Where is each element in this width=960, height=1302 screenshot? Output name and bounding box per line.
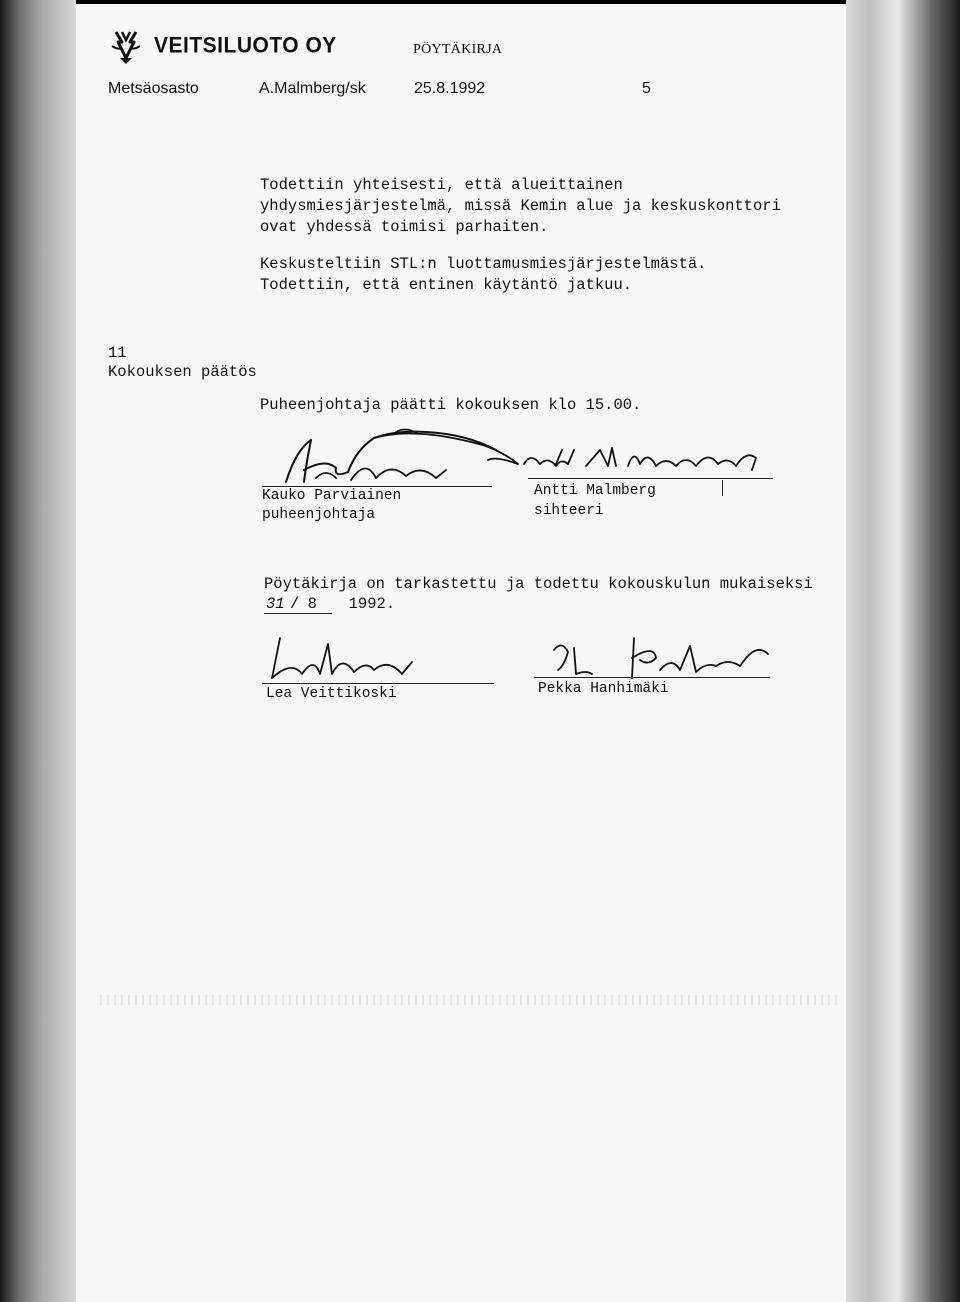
department: Metsäosasto [108, 80, 199, 97]
signature-scribbles-2 [262, 630, 802, 690]
verifier-line-1 [262, 683, 494, 684]
scan-left-edge [0, 0, 76, 1302]
signer-name-1: Kauko Parviainen [262, 488, 402, 504]
verifier-name-1: Lea Veittikoski [266, 686, 397, 702]
date-line [264, 613, 332, 614]
body-text [260, 175, 800, 308]
section-title: Kokouksen päätös [108, 363, 257, 381]
veitsiluoto-logo-icon [108, 28, 144, 64]
signature-line-2 [528, 478, 773, 479]
closing-statement: Puheenjohtaja päätti kokouksen klo 15.00. [260, 396, 642, 414]
verification-year: 1992. [348, 595, 396, 613]
page-number: 5 [642, 80, 651, 97]
verifier-name-2: Pekka Hanhimäki [538, 681, 669, 697]
paragraph-1: Todettiin yhteisesti, että alueittainen yhdysmiesjärjestelmä, missä Kemin alue ja keskuskonttori ovat yhdessä toimisi parhaiten. [260, 176, 781, 236]
company-logo [108, 28, 337, 64]
scan-right-edge [846, 0, 960, 1302]
signature-bracket [722, 480, 723, 496]
signer-name-2: Antti Malmberg [534, 483, 656, 499]
scan-noise [100, 995, 840, 1005]
verification-month: 8 [307, 595, 317, 613]
document-type: PÖYTÄKIRJA [413, 42, 503, 57]
verifier-line-2 [534, 677, 770, 678]
paragraph-2: Keskusteltiin STL:n luottamusmiesjärjestelmästä. Todettiin, että entinen käytäntö jatkuu. [260, 255, 707, 294]
company-name: VEITSILUOTO OY [154, 33, 337, 58]
verification-date [266, 594, 395, 615]
signer-role-1: puheenjohtaja [262, 507, 376, 523]
verification-day: 31 [266, 595, 285, 613]
signer-role-2: sihteeri [534, 503, 604, 519]
document-date: 25.8.1992 [414, 80, 486, 97]
section-number: 11 [108, 344, 127, 362]
verification-text: Pöytäkirja on tarkastettu ja todettu kokouskulun mukaiseksi [264, 575, 813, 593]
author: A.Malmberg/sk [259, 80, 366, 97]
date-separator: / [290, 595, 300, 613]
